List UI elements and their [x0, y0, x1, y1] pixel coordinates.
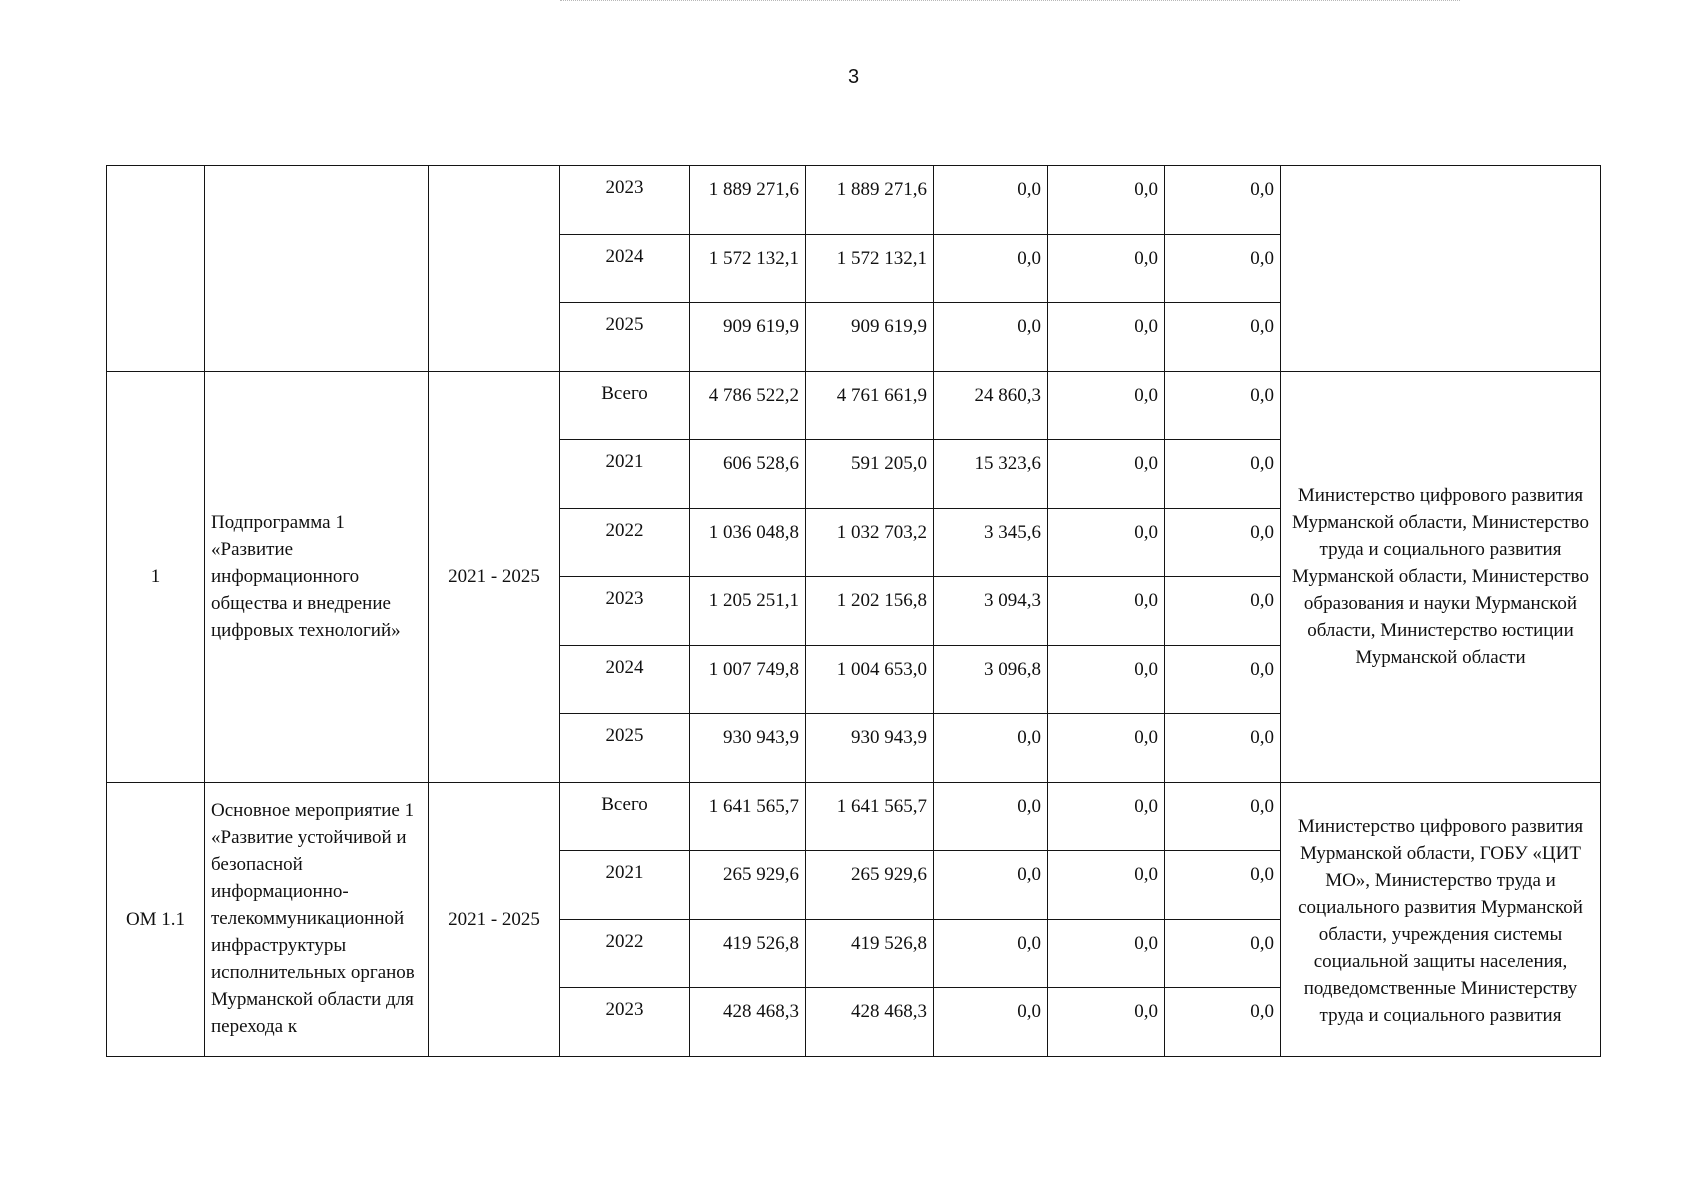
federal-budget-cell: 0,0 [933, 234, 1048, 304]
regional-budget-cell: 1 889 271,6 [805, 165, 934, 235]
extrabudgetary-cell: 0,0 [1164, 576, 1281, 646]
federal-budget-cell: 0,0 [933, 302, 1048, 372]
local-budget-cell: 0,0 [1047, 645, 1165, 715]
local-budget-cell: 0,0 [1047, 439, 1165, 509]
local-budget-cell: 0,0 [1047, 782, 1165, 852]
federal-budget-cell: 0,0 [933, 165, 1048, 235]
local-budget-cell: 0,0 [1047, 234, 1165, 304]
extrabudgetary-cell: 0,0 [1164, 234, 1281, 304]
total-amount-cell: 419 526,8 [689, 919, 806, 989]
local-budget-cell: 0,0 [1047, 302, 1165, 372]
extrabudgetary-cell: 0,0 [1164, 439, 1281, 509]
federal-budget-cell: 0,0 [933, 850, 1048, 920]
measure-name-cell: Подпрограмма 1 «Развитие информационного общества и внедрение цифровых технологий» [204, 371, 429, 783]
year-cell: 2025 [559, 302, 690, 372]
extrabudgetary-cell: 0,0 [1164, 850, 1281, 920]
federal-budget-cell: 0,0 [933, 919, 1048, 989]
federal-budget-cell: 3 094,3 [933, 576, 1048, 646]
year-cell: 2023 [559, 576, 690, 646]
regional-budget-cell: 1 004 653,0 [805, 645, 934, 715]
page-number: 3 [847, 66, 860, 88]
total-amount-cell: 1 889 271,6 [689, 165, 806, 235]
federal-budget-cell: 3 345,6 [933, 508, 1048, 578]
year-cell: 2021 [559, 850, 690, 920]
regional-budget-cell: 930 943,9 [805, 713, 934, 783]
year-cell: 2022 [559, 919, 690, 989]
total-amount-cell: 4 786 522,2 [689, 371, 806, 441]
local-budget-cell: 0,0 [1047, 576, 1165, 646]
year-cell: 2023 [559, 987, 690, 1057]
measure-name-cell: Основное мероприятие 1 «Развитие устойчивой и безопасной информационно-телекоммуникационной инфраструктуры исполнительных органов Мурманской области для перехода к [204, 782, 429, 1057]
regional-budget-cell: 428 468,3 [805, 987, 934, 1057]
year-cell: 2022 [559, 508, 690, 578]
period-cell: 2021 - 2025 [428, 782, 560, 1057]
local-budget-cell: 0,0 [1047, 713, 1165, 783]
regional-budget-cell: 265 929,6 [805, 850, 934, 920]
federal-budget-cell: 3 096,8 [933, 645, 1048, 715]
year-cell: 2023 [559, 165, 690, 235]
regional-budget-cell: 1 641 565,7 [805, 782, 934, 852]
local-budget-cell: 0,0 [1047, 165, 1165, 235]
executors-cell: Министерство цифрового развития Мурманской области, ГОБУ «ЦИТ МО», Министерство труда и социального развития Мурманской области, учреждения системы социальной защиты населения, подведомственные Министерству труда и социального развития [1280, 782, 1601, 1057]
federal-budget-cell: 0,0 [933, 782, 1048, 852]
year-cell: Всего [559, 371, 690, 441]
total-amount-cell: 1 572 132,1 [689, 234, 806, 304]
local-budget-cell: 0,0 [1047, 371, 1165, 441]
total-amount-cell: 1 007 749,8 [689, 645, 806, 715]
local-budget-cell: 0,0 [1047, 987, 1165, 1057]
total-amount-cell: 606 528,6 [689, 439, 806, 509]
regional-budget-cell: 4 761 661,9 [805, 371, 934, 441]
local-budget-cell: 0,0 [1047, 508, 1165, 578]
period-cell: 2021 - 2025 [428, 371, 560, 783]
row-number-cell [106, 165, 205, 372]
extrabudgetary-cell: 0,0 [1164, 919, 1281, 989]
extrabudgetary-cell: 0,0 [1164, 782, 1281, 852]
extrabudgetary-cell: 0,0 [1164, 302, 1281, 372]
total-amount-cell: 1 205 251,1 [689, 576, 806, 646]
regional-budget-cell: 1 032 703,2 [805, 508, 934, 578]
year-cell: 2025 [559, 713, 690, 783]
regional-budget-cell: 419 526,8 [805, 919, 934, 989]
year-cell: 2024 [559, 645, 690, 715]
period-cell [428, 165, 560, 372]
federal-budget-cell: 24 860,3 [933, 371, 1048, 441]
total-amount-cell: 428 468,3 [689, 987, 806, 1057]
extrabudgetary-cell: 0,0 [1164, 713, 1281, 783]
measure-name-cell [204, 165, 429, 372]
extrabudgetary-cell: 0,0 [1164, 987, 1281, 1057]
regional-budget-cell: 1 572 132,1 [805, 234, 934, 304]
row-number-cell: ОМ 1.1 [106, 782, 205, 1057]
federal-budget-cell: 0,0 [933, 987, 1048, 1057]
extrabudgetary-cell: 0,0 [1164, 508, 1281, 578]
year-cell: Всего [559, 782, 690, 852]
federal-budget-cell: 0,0 [933, 713, 1048, 783]
executors-cell: Министерство цифрового развития Мурманской области, Министерство труда и социального развития Мурманской области, Министерство образования и науки Мурманской области, Министерство юстиции Мурманской области [1280, 371, 1601, 783]
federal-budget-cell: 15 323,6 [933, 439, 1048, 509]
regional-budget-cell: 1 202 156,8 [805, 576, 934, 646]
regional-budget-cell: 591 205,0 [805, 439, 934, 509]
total-amount-cell: 1 036 048,8 [689, 508, 806, 578]
local-budget-cell: 0,0 [1047, 919, 1165, 989]
scan-artifact [560, 0, 1460, 3]
regional-budget-cell: 909 619,9 [805, 302, 934, 372]
executors-cell [1280, 165, 1601, 372]
extrabudgetary-cell: 0,0 [1164, 165, 1281, 235]
year-cell: 2021 [559, 439, 690, 509]
local-budget-cell: 0,0 [1047, 850, 1165, 920]
row-number-cell: 1 [106, 371, 205, 783]
total-amount-cell: 265 929,6 [689, 850, 806, 920]
total-amount-cell: 930 943,9 [689, 713, 806, 783]
extrabudgetary-cell: 0,0 [1164, 371, 1281, 441]
extrabudgetary-cell: 0,0 [1164, 645, 1281, 715]
year-cell: 2024 [559, 234, 690, 304]
total-amount-cell: 1 641 565,7 [689, 782, 806, 852]
total-amount-cell: 909 619,9 [689, 302, 806, 372]
